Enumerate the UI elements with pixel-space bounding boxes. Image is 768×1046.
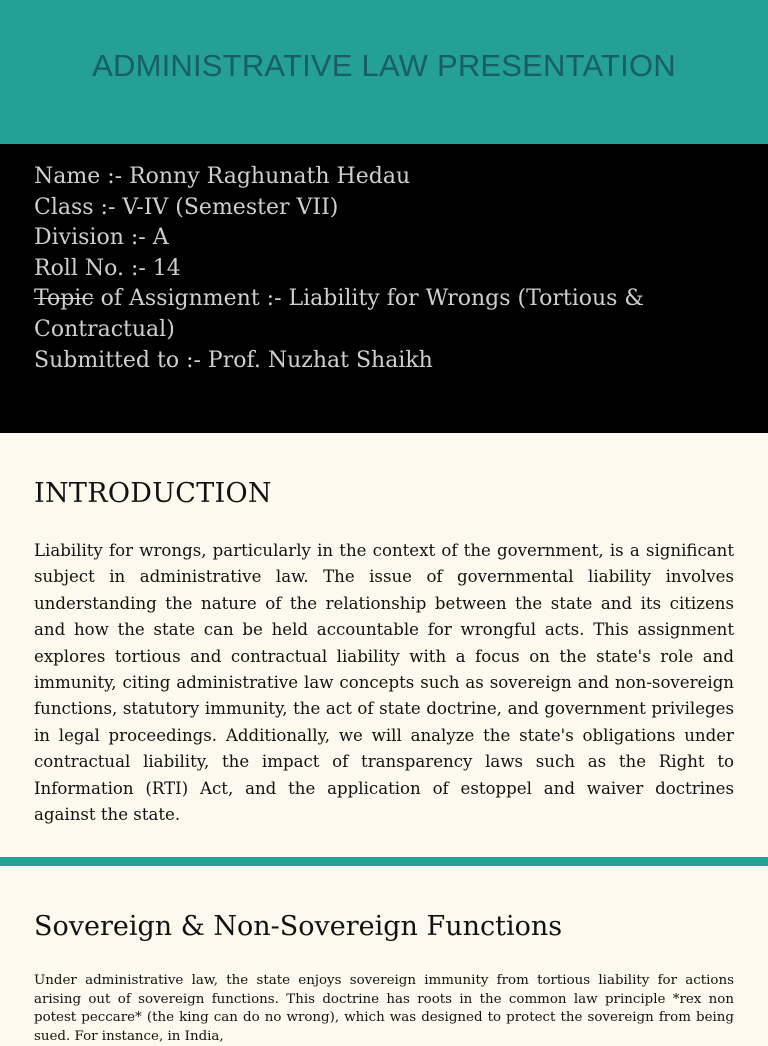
student-info-lines (34, 162, 734, 376)
info-topic-text: of Assignment :- Liability for Wrongs (Tortious & Contractual) (34, 286, 652, 342)
info-roll-no: Roll No. :- 14 (34, 255, 181, 281)
info-name: Name :- Ronny Raghunath Hedau (34, 164, 411, 189)
info-submitted-to: Submitted to :- Prof. Nuzhat Shaikh (34, 347, 433, 373)
introduction-body: Liability for wrongs, particularly in the context of the government, is a significant subject in administrative law. The issue of governmental liability involves understanding the nature of the relationship between the state and its citizens and how the state can be held accountable for wrongful acts. This assignment explores tortious and contractual liability with a focus on the state's role and immunity, citing administrative law concepts such as sovereign and non-sovereign functions, statutory immunity, the act of state doctrine, and government privileges in legal proceedings. Additionally, we will analyze the state's obligations under contractual liability, the impact of transparency laws such as the Right to Information (RTI) Act, and the application of estoppel and waiver doctrines against the state. (34, 541, 734, 825)
info-topic (34, 284, 734, 345)
info-topic-struck-label: Topic (34, 286, 94, 312)
sovereign-section-body: Under administrative law, the state enjoys sovereign immunity from tortious liability for actions arising out of sovereign functions. This doctrine has roots in the common law principle *rex non potest peccare* (the king can do no wrong), which was designed to protect the sovereign from being sued. For instance, in India, (34, 973, 734, 1044)
sovereign-section-heading: Sovereign & Non-Sovereign Functions (34, 911, 563, 942)
section-divider (0, 857, 768, 866)
info-division: Division :- A (34, 225, 169, 251)
info-class: Class :- V-IV (Semester VII) (34, 194, 339, 220)
page-title: ADMINISTRATIVE LAW PRESENTATION (92, 48, 676, 83)
introduction-heading: INTRODUCTION (34, 478, 272, 509)
